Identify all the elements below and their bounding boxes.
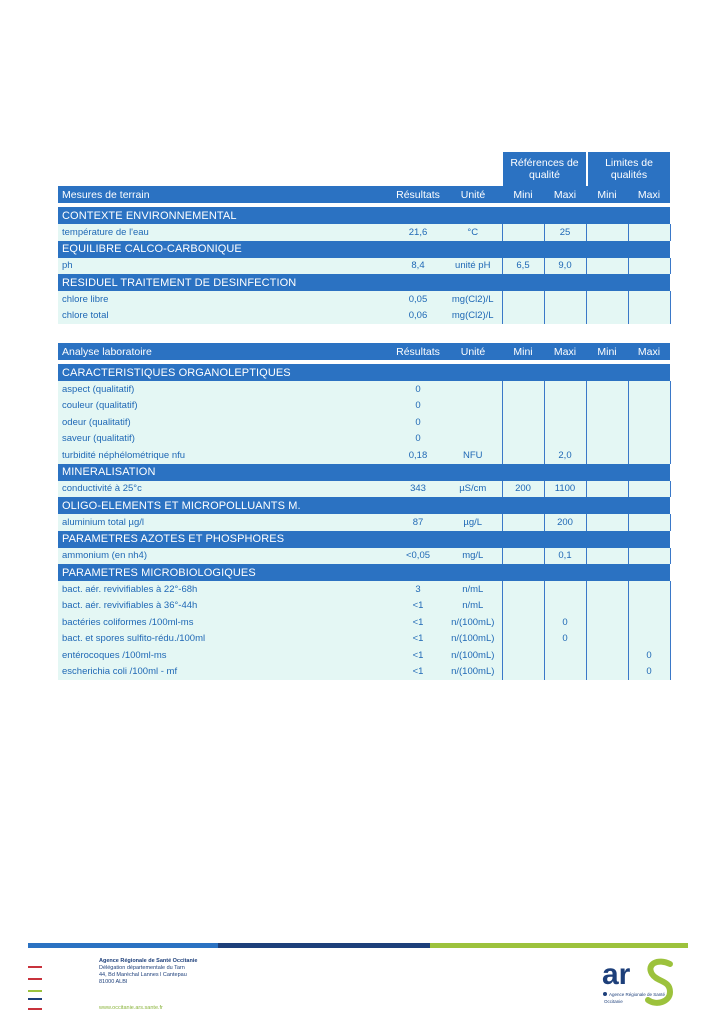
param-cell: chlore libre [58, 291, 392, 308]
ref-maxi-cell: 25 [544, 224, 586, 241]
param-cell: saveur (qualitatif) [58, 431, 392, 448]
ref-mini-cell [502, 398, 544, 415]
ref-maxi-cell [544, 398, 586, 415]
unit-cell: n/mL [444, 581, 502, 598]
unit-cell: n/(100mL) [444, 631, 502, 648]
param-cell: ammonium (en nh4) [58, 548, 392, 565]
ref-mini-cell [502, 514, 544, 531]
result-cell: <0,05 [392, 548, 444, 565]
header-parameter: Analyse laboratoire [58, 343, 392, 360]
table-row [58, 614, 670, 631]
ars-logo-dot [603, 992, 607, 996]
section-row [58, 564, 670, 581]
ref-maxi-cell [544, 598, 586, 615]
ref-mini-cell [502, 614, 544, 631]
ref-maxi-cell: 200 [544, 514, 586, 531]
section-title: RESIDUEL TRAITEMENT DE DESINFECTION [58, 274, 670, 291]
param-cell: conductivité à 25°c [58, 481, 392, 498]
ref-maxi-cell [544, 581, 586, 598]
result-cell: 0 [392, 398, 444, 415]
param-cell: bact. et spores sulfito-rédu./100ml [58, 631, 392, 648]
table-header-row [58, 343, 670, 360]
unit-cell: °C [444, 224, 502, 241]
unit-cell: µS/cm [444, 481, 502, 498]
unit-cell: mg(Cl2)/L [444, 291, 502, 308]
table-row [58, 398, 670, 415]
references-qualite-header: Références de qualité [503, 152, 586, 186]
param-cell: couleur (qualitatif) [58, 398, 392, 415]
lim-mini-cell [586, 414, 628, 431]
ref-maxi-cell [544, 414, 586, 431]
footer-address [99, 958, 197, 986]
table-row [58, 291, 670, 308]
section-title: CARACTERISTIQUES ORGANOLEPTIQUES [58, 364, 670, 381]
table-row [58, 258, 670, 275]
ars-logo-region: Occitanie [604, 999, 623, 1004]
lim-mini-cell [586, 481, 628, 498]
lim-maxi-cell [628, 381, 670, 398]
lim-maxi-cell: 0 [628, 647, 670, 664]
result-cell: 0 [392, 381, 444, 398]
table-row [58, 664, 670, 681]
lim-mini-cell [586, 614, 628, 631]
footer-dash-red [28, 966, 42, 968]
lim-maxi-cell [628, 598, 670, 615]
param-cell: bact. aér. revivifiables à 36°-44h [58, 598, 392, 615]
param-cell: turbidité néphélométrique nfu [58, 447, 392, 464]
ref-mini-cell [502, 581, 544, 598]
unit-cell: µg/L [444, 514, 502, 531]
table-row [58, 381, 670, 398]
ars-logo-subtitle: Agence Régionale de Santé [609, 992, 666, 997]
lim-maxi-cell [628, 414, 670, 431]
ref-mini-cell [502, 664, 544, 681]
ref-mini-cell [502, 224, 544, 241]
unit-cell [444, 398, 502, 415]
table-row [58, 224, 670, 241]
section-title: OLIGO-ELEMENTS ET MICROPOLLUANTS M. [58, 497, 670, 514]
table-row [58, 598, 670, 615]
lim-maxi-cell: 0 [628, 664, 670, 681]
unit-cell [444, 414, 502, 431]
footer-org: Agence Régionale de Santé Occitanie [99, 958, 198, 964]
unit-cell: mg(Cl2)/L [444, 308, 502, 325]
unit-cell: mg/L [444, 548, 502, 565]
param-cell: entérocoques /100ml-ms [58, 647, 392, 664]
param-cell: température de l'eau [58, 224, 392, 241]
ref-maxi-cell: 0,1 [544, 548, 586, 565]
lim-maxi-cell [628, 258, 670, 275]
header-lim-maxi: Maxi [628, 343, 670, 360]
section-row [58, 497, 670, 514]
param-cell: escherichia coli /100ml - mf [58, 664, 392, 681]
lim-mini-cell [586, 514, 628, 531]
lim-mini-cell [586, 258, 628, 275]
lim-maxi-cell [628, 398, 670, 415]
section-row [58, 531, 670, 548]
lim-maxi-cell [628, 447, 670, 464]
ref-mini-cell: 6,5 [502, 258, 544, 275]
table-header-row [58, 186, 670, 203]
table-row [58, 447, 670, 464]
header-ref-maxi: Maxi [544, 343, 586, 360]
section-row [58, 207, 670, 224]
lim-mini-cell [586, 398, 628, 415]
lim-mini-cell [586, 381, 628, 398]
ref-mini-cell [502, 381, 544, 398]
unit-cell: n/(100mL) [444, 614, 502, 631]
header-lim-mini: Mini [586, 186, 628, 203]
footer-bar-blue [28, 943, 218, 948]
footer-url-link[interactable]: www.occitanie.ars.sante.fr [99, 1005, 163, 1011]
limites-qualite-header: Limites de qualités [588, 152, 670, 186]
lim-mini-cell [586, 224, 628, 241]
table-row [58, 481, 670, 498]
ref-mini-cell [502, 447, 544, 464]
ars-logo [600, 950, 680, 1010]
table-row [58, 414, 670, 431]
section-row [58, 364, 670, 381]
ref-maxi-cell: 9,0 [544, 258, 586, 275]
result-cell: 8,4 [392, 258, 444, 275]
ref-mini-cell: 200 [502, 481, 544, 498]
result-cell: <1 [392, 598, 444, 615]
ars-logo-letters: ar [602, 958, 631, 991]
footer-line1: Délégation départementale du Tarn [99, 965, 185, 971]
unit-cell [444, 381, 502, 398]
result-cell: 3 [392, 581, 444, 598]
section-row [58, 241, 670, 258]
ref-mini-cell [502, 291, 544, 308]
param-cell: ph [58, 258, 392, 275]
lim-mini-cell [586, 291, 628, 308]
lim-mini-cell [586, 581, 628, 598]
result-cell: 343 [392, 481, 444, 498]
section-title: PARAMETRES MICROBIOLOGIQUES [58, 564, 670, 581]
header-ref-mini: Mini [502, 186, 544, 203]
lim-mini-cell [586, 447, 628, 464]
result-cell: 0,18 [392, 447, 444, 464]
unit-cell: unité pH [444, 258, 502, 275]
result-cell: 87 [392, 514, 444, 531]
lim-maxi-cell [628, 431, 670, 448]
lim-mini-cell [586, 647, 628, 664]
param-cell: bactéries coliformes /100ml-ms [58, 614, 392, 631]
ref-maxi-cell: 2,0 [544, 447, 586, 464]
lim-mini-cell [586, 431, 628, 448]
param-cell: aspect (qualitatif) [58, 381, 392, 398]
unit-cell: n/(100mL) [444, 664, 502, 681]
header-unit: Unité [444, 343, 502, 360]
lim-maxi-cell [628, 581, 670, 598]
result-cell: 0,05 [392, 291, 444, 308]
footer-dash-red-3 [28, 1008, 42, 1010]
section-row [58, 274, 670, 291]
header-unit: Unité [444, 186, 502, 203]
result-cell: 21,6 [392, 224, 444, 241]
param-cell: odeur (qualitatif) [58, 414, 392, 431]
header-results: Résultats [392, 186, 444, 203]
footer-bar-green [430, 943, 688, 948]
lim-maxi-cell [628, 224, 670, 241]
section-row [58, 464, 670, 481]
header-lim-mini: Mini [586, 343, 628, 360]
result-cell: <1 [392, 631, 444, 648]
footer-dash-red-2 [28, 978, 42, 980]
ref-maxi-cell: 0 [544, 614, 586, 631]
lim-maxi-cell [628, 514, 670, 531]
header-results: Résultats [392, 343, 444, 360]
footer-dash-green [28, 990, 42, 992]
unit-cell: n/mL [444, 598, 502, 615]
table-row [58, 581, 670, 598]
result-cell: 0,06 [392, 308, 444, 325]
terrain-table [58, 186, 671, 324]
section-title: MINERALISATION [58, 464, 670, 481]
lim-mini-cell [586, 548, 628, 565]
lim-maxi-cell [628, 548, 670, 565]
header-parameter: Mesures de terrain [58, 186, 392, 203]
unit-cell: NFU [444, 447, 502, 464]
labo-table [58, 343, 671, 680]
ref-maxi-cell [544, 308, 586, 325]
ref-mini-cell [502, 647, 544, 664]
lim-mini-cell [586, 598, 628, 615]
table-row [58, 514, 670, 531]
ref-maxi-cell [544, 381, 586, 398]
header-lim-maxi: Maxi [628, 186, 670, 203]
unit-cell: n/(100mL) [444, 647, 502, 664]
result-cell: <1 [392, 647, 444, 664]
footer-line3: 81000 ALBI [99, 979, 128, 985]
ref-mini-cell [502, 548, 544, 565]
lim-maxi-cell [628, 308, 670, 325]
table-row [58, 631, 670, 648]
ref-mini-cell [502, 414, 544, 431]
lim-maxi-cell [628, 291, 670, 308]
result-cell: 0 [392, 414, 444, 431]
footer-dash-navy [28, 998, 42, 1000]
ref-maxi-cell: 0 [544, 631, 586, 648]
unit-cell [444, 431, 502, 448]
lim-maxi-cell [628, 481, 670, 498]
section-title: EQUILIBRE CALCO-CARBONIQUE [58, 241, 670, 258]
ref-mini-cell [502, 631, 544, 648]
section-title: CONTEXTE ENVIRONNEMENTAL [58, 207, 670, 224]
lim-maxi-cell [628, 614, 670, 631]
param-cell: bact. aér. revivifiables à 22°-68h [58, 581, 392, 598]
footer-line2: 44, Bd Maréchal Lannes l Cantepau [99, 972, 187, 978]
section-title: PARAMETRES AZOTES ET PHOSPHORES [58, 531, 670, 548]
lim-mini-cell [586, 308, 628, 325]
result-cell: <1 [392, 614, 444, 631]
ref-maxi-cell [544, 647, 586, 664]
result-cell: 0 [392, 431, 444, 448]
ref-mini-cell [502, 431, 544, 448]
ref-mini-cell [502, 598, 544, 615]
table-row [58, 647, 670, 664]
lim-mini-cell [586, 631, 628, 648]
footer-bar-navy [218, 943, 430, 948]
ref-maxi-cell [544, 664, 586, 681]
ref-maxi-cell: 1100 [544, 481, 586, 498]
ref-maxi-cell [544, 431, 586, 448]
param-cell: chlore total [58, 308, 392, 325]
table-row [58, 431, 670, 448]
lim-maxi-cell [628, 631, 670, 648]
param-cell: aluminium total µg/l [58, 514, 392, 531]
header-ref-mini: Mini [502, 343, 544, 360]
ref-mini-cell [502, 308, 544, 325]
result-cell: <1 [392, 664, 444, 681]
header-ref-maxi: Maxi [544, 186, 586, 203]
table-row [58, 308, 670, 325]
ref-maxi-cell [544, 291, 586, 308]
lim-mini-cell [586, 664, 628, 681]
table-row [58, 548, 670, 565]
